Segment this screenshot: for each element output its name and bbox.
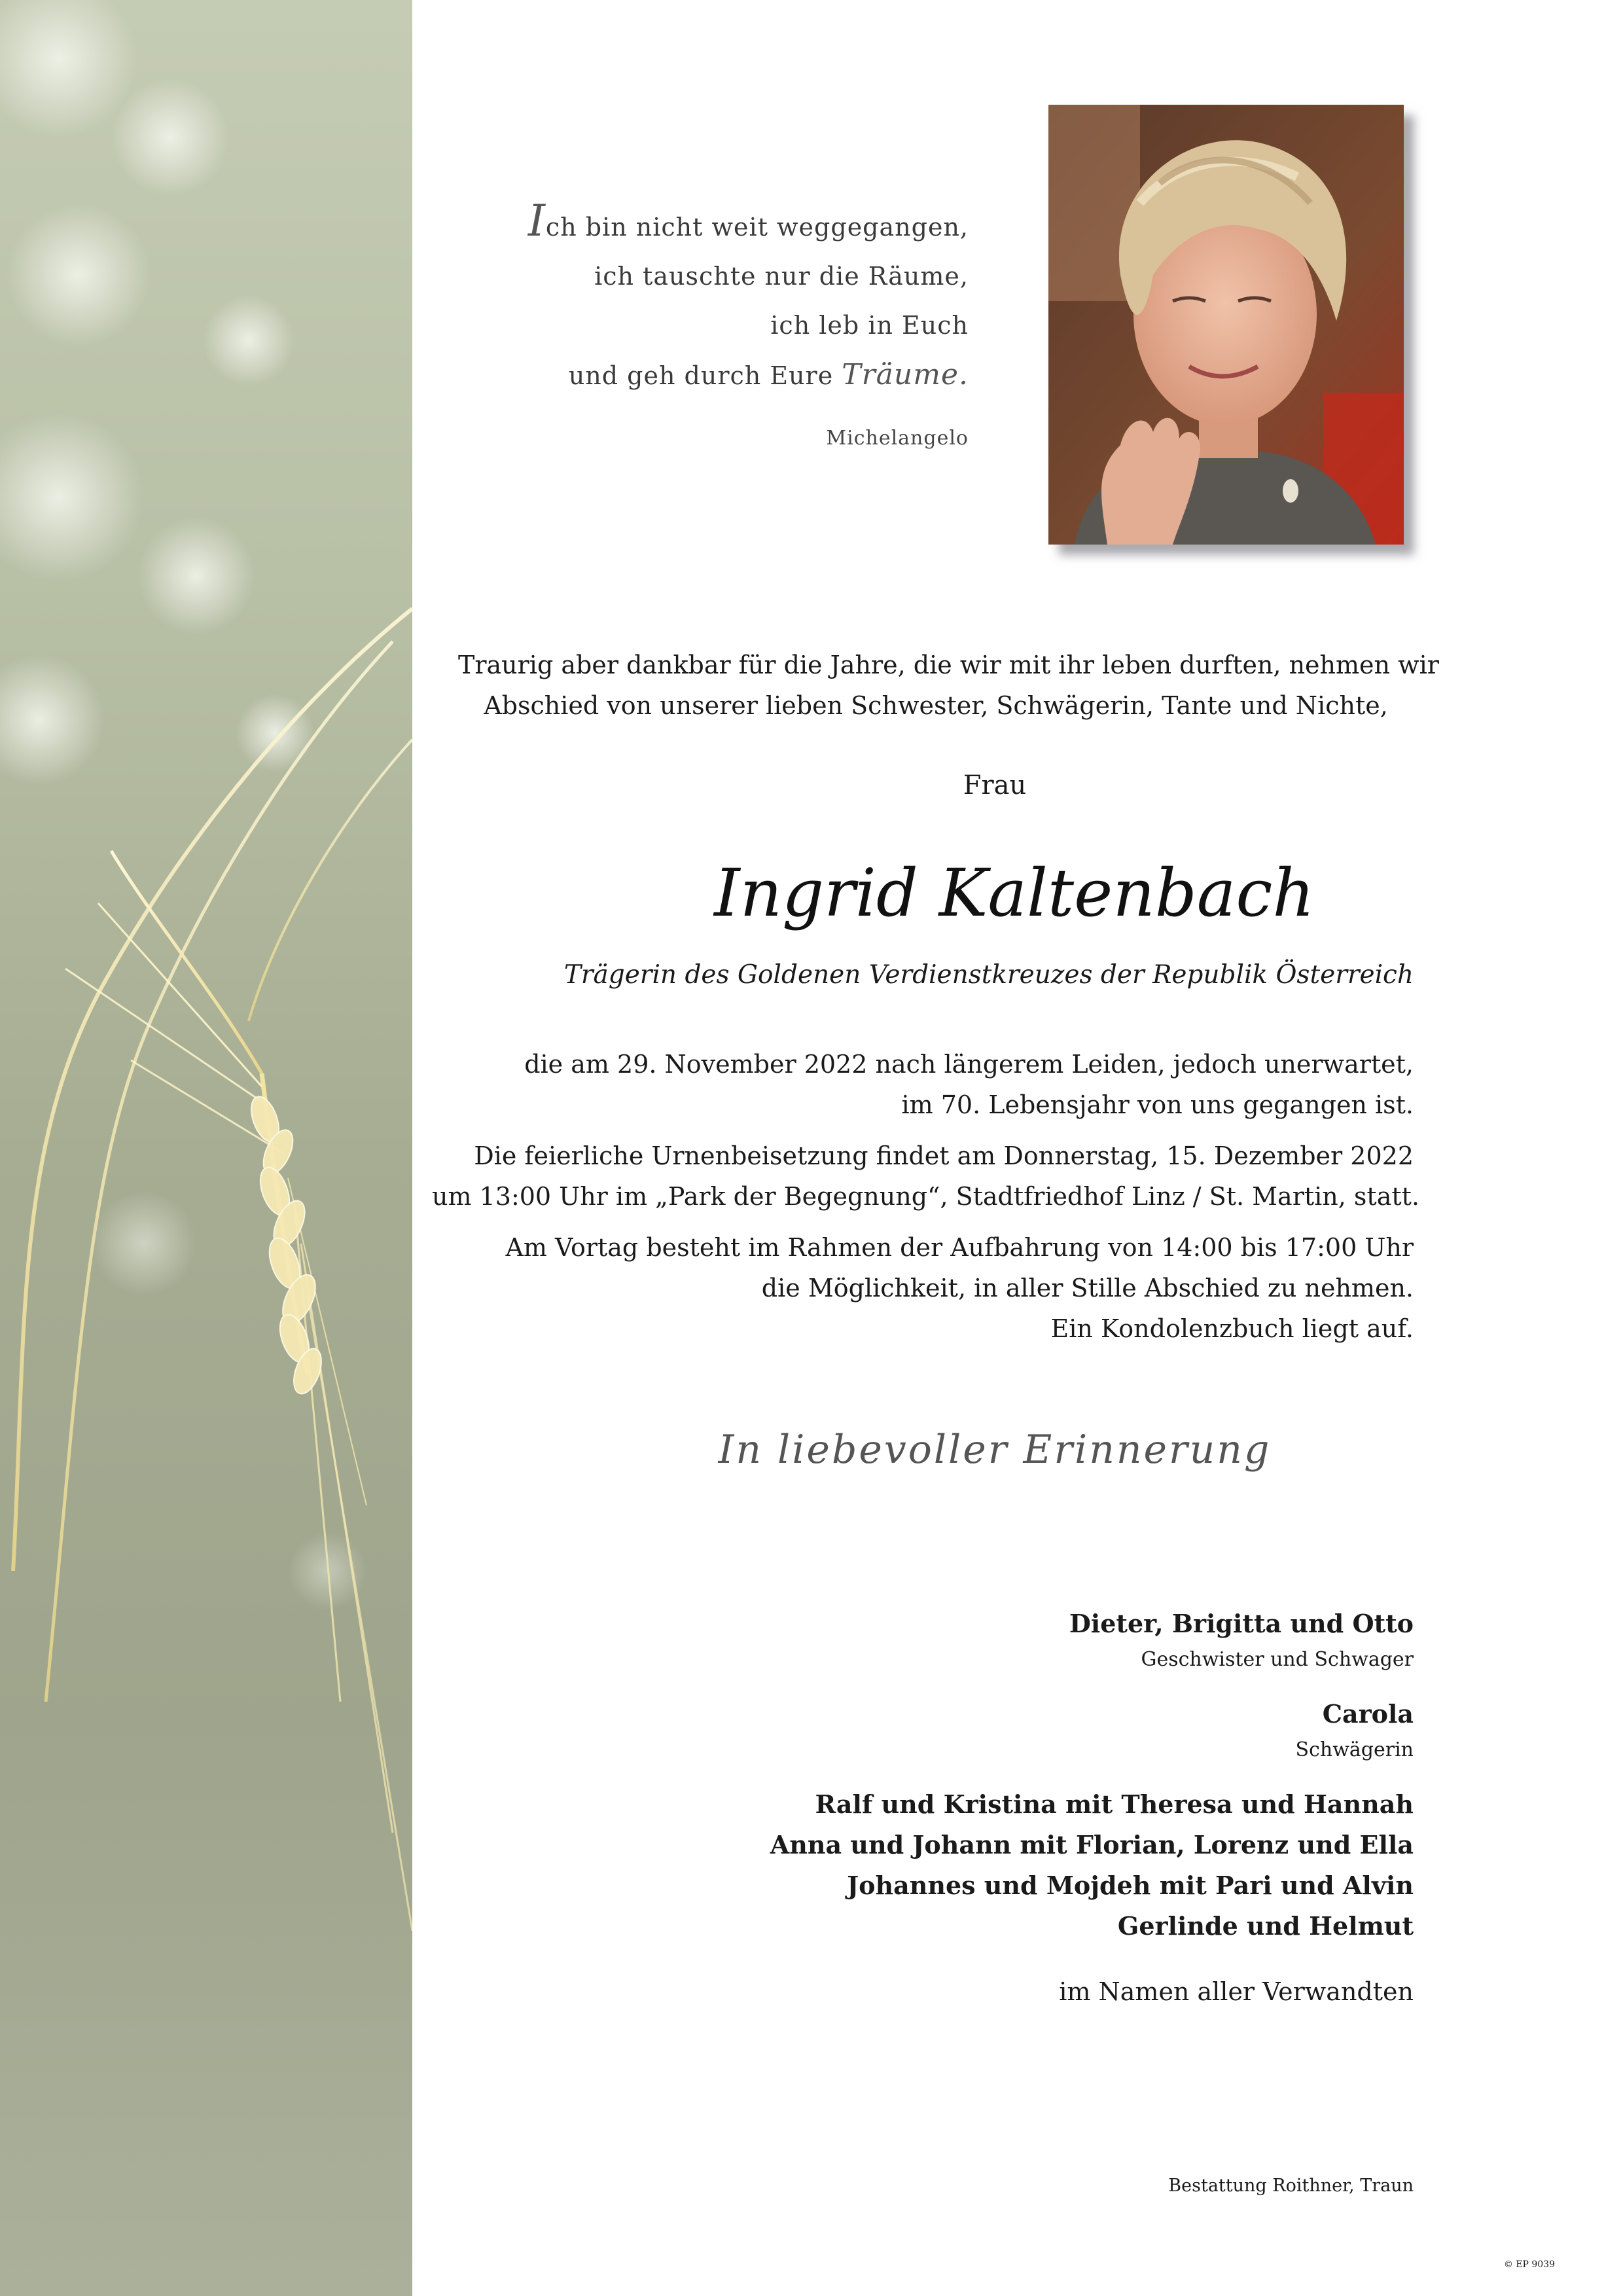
quote-line-2: ich tauschte nur die Räume, — [594, 262, 969, 291]
quote-last-word: Träume. — [842, 358, 969, 391]
family-group-1-names: Dieter, Brigitta und Otto — [1069, 1609, 1414, 1638]
quote-line-1-text: ch bin nicht weit weggegangen, — [545, 213, 969, 242]
barley-stalk-illustration — [0, 0, 412, 2296]
family-group-2-relation: Schwägerin — [1295, 1738, 1414, 1761]
funeral-line-1: Die feierliche Urnenbeisetzung findet am Donnerstag, 15. Dezember 2022 — [474, 1141, 1414, 1170]
quote-author: Michelangelo — [826, 427, 969, 450]
family-group-sister-in-law — [497, 1694, 1414, 1766]
family-group-1-relation: Geschwister und Schwager — [1141, 1648, 1414, 1671]
family-signatures — [497, 1604, 1414, 2012]
poem-quote — [510, 196, 969, 463]
viewing-line-1: Am Vortag besteht im Rahmen der Aufbahrung von 14:00 bis 17:00 Uhr — [505, 1233, 1414, 1262]
portrait-image — [1048, 105, 1404, 545]
family-group-3-line-1: Ralf und Kristina mit Theresa und Hannah — [815, 1789, 1414, 1819]
funeral-paragraph — [432, 1136, 1419, 1217]
family-group-3-line-4: Gerlinde und Helmut — [1117, 1911, 1414, 1941]
family-group-3-line-3: Johannes und Mojdeh mit Pari und Alvin — [847, 1871, 1414, 1900]
quote-line-4 — [510, 350, 969, 401]
deceased-name: Ingrid Kaltenbach — [714, 855, 1315, 931]
viewing-line-2: die Möglichkeit, in aller Stille Abschied zu nehmen. — [761, 1274, 1414, 1302]
viewing-paragraph — [432, 1227, 1414, 1349]
quote-line-1 — [510, 196, 969, 252]
family-group-siblings — [497, 1604, 1414, 1676]
deceased-honor: Trägerin des Goldenen Verdienstkreuzes der Republik Österreich — [563, 960, 1414, 990]
intro-line-2: Abschied von unserer lieben Schwester, Schwägerin, Tante und Nichte, — [484, 691, 1388, 720]
undertaker-name: Bestattung Roithner, Traun — [1168, 2176, 1414, 2196]
funeral-details — [432, 1044, 1419, 1359]
decorative-side-panel — [0, 0, 412, 2296]
death-line-2: im 70. Lebensjahr von uns gegangen ist. — [901, 1090, 1414, 1119]
quote-line-3: ich leb in Euch — [770, 311, 969, 340]
family-group-3-line-2: Anna und Johann mit Florian, Lorenz und Ella — [770, 1830, 1414, 1859]
intro-line-1: Traurig aber dankbar für die Jahre, die wir mit ihr leben durften, nehmen wir — [458, 651, 1439, 679]
memory-phrase: In liebevoller Erinnerung — [718, 1427, 1272, 1473]
quote-initial: I — [527, 196, 546, 246]
family-group-relatives — [497, 1784, 1414, 1946]
salutation: Frau — [963, 770, 1027, 800]
death-line-1: die am 29. November 2022 nach längerem Leiden, jedoch unerwartet, — [524, 1050, 1414, 1079]
quote-line-4-text: und geh durch Eure — [568, 361, 834, 390]
portrait-photo — [1048, 105, 1404, 545]
family-closing: im Namen aller Verwandten — [1059, 1977, 1414, 2006]
funeral-line-2: um 13:00 Uhr im „Park der Begegnung“, Stadtfriedhof Linz / St. Martin, statt. — [432, 1182, 1419, 1211]
intro-text — [458, 645, 1439, 726]
death-paragraph — [432, 1044, 1414, 1125]
viewing-line-3: Ein Kondolenzbuch liegt auf. — [1050, 1314, 1414, 1343]
template-code: © EP 9039 — [1503, 2259, 1555, 2270]
family-group-2-names: Carola — [1322, 1699, 1414, 1729]
